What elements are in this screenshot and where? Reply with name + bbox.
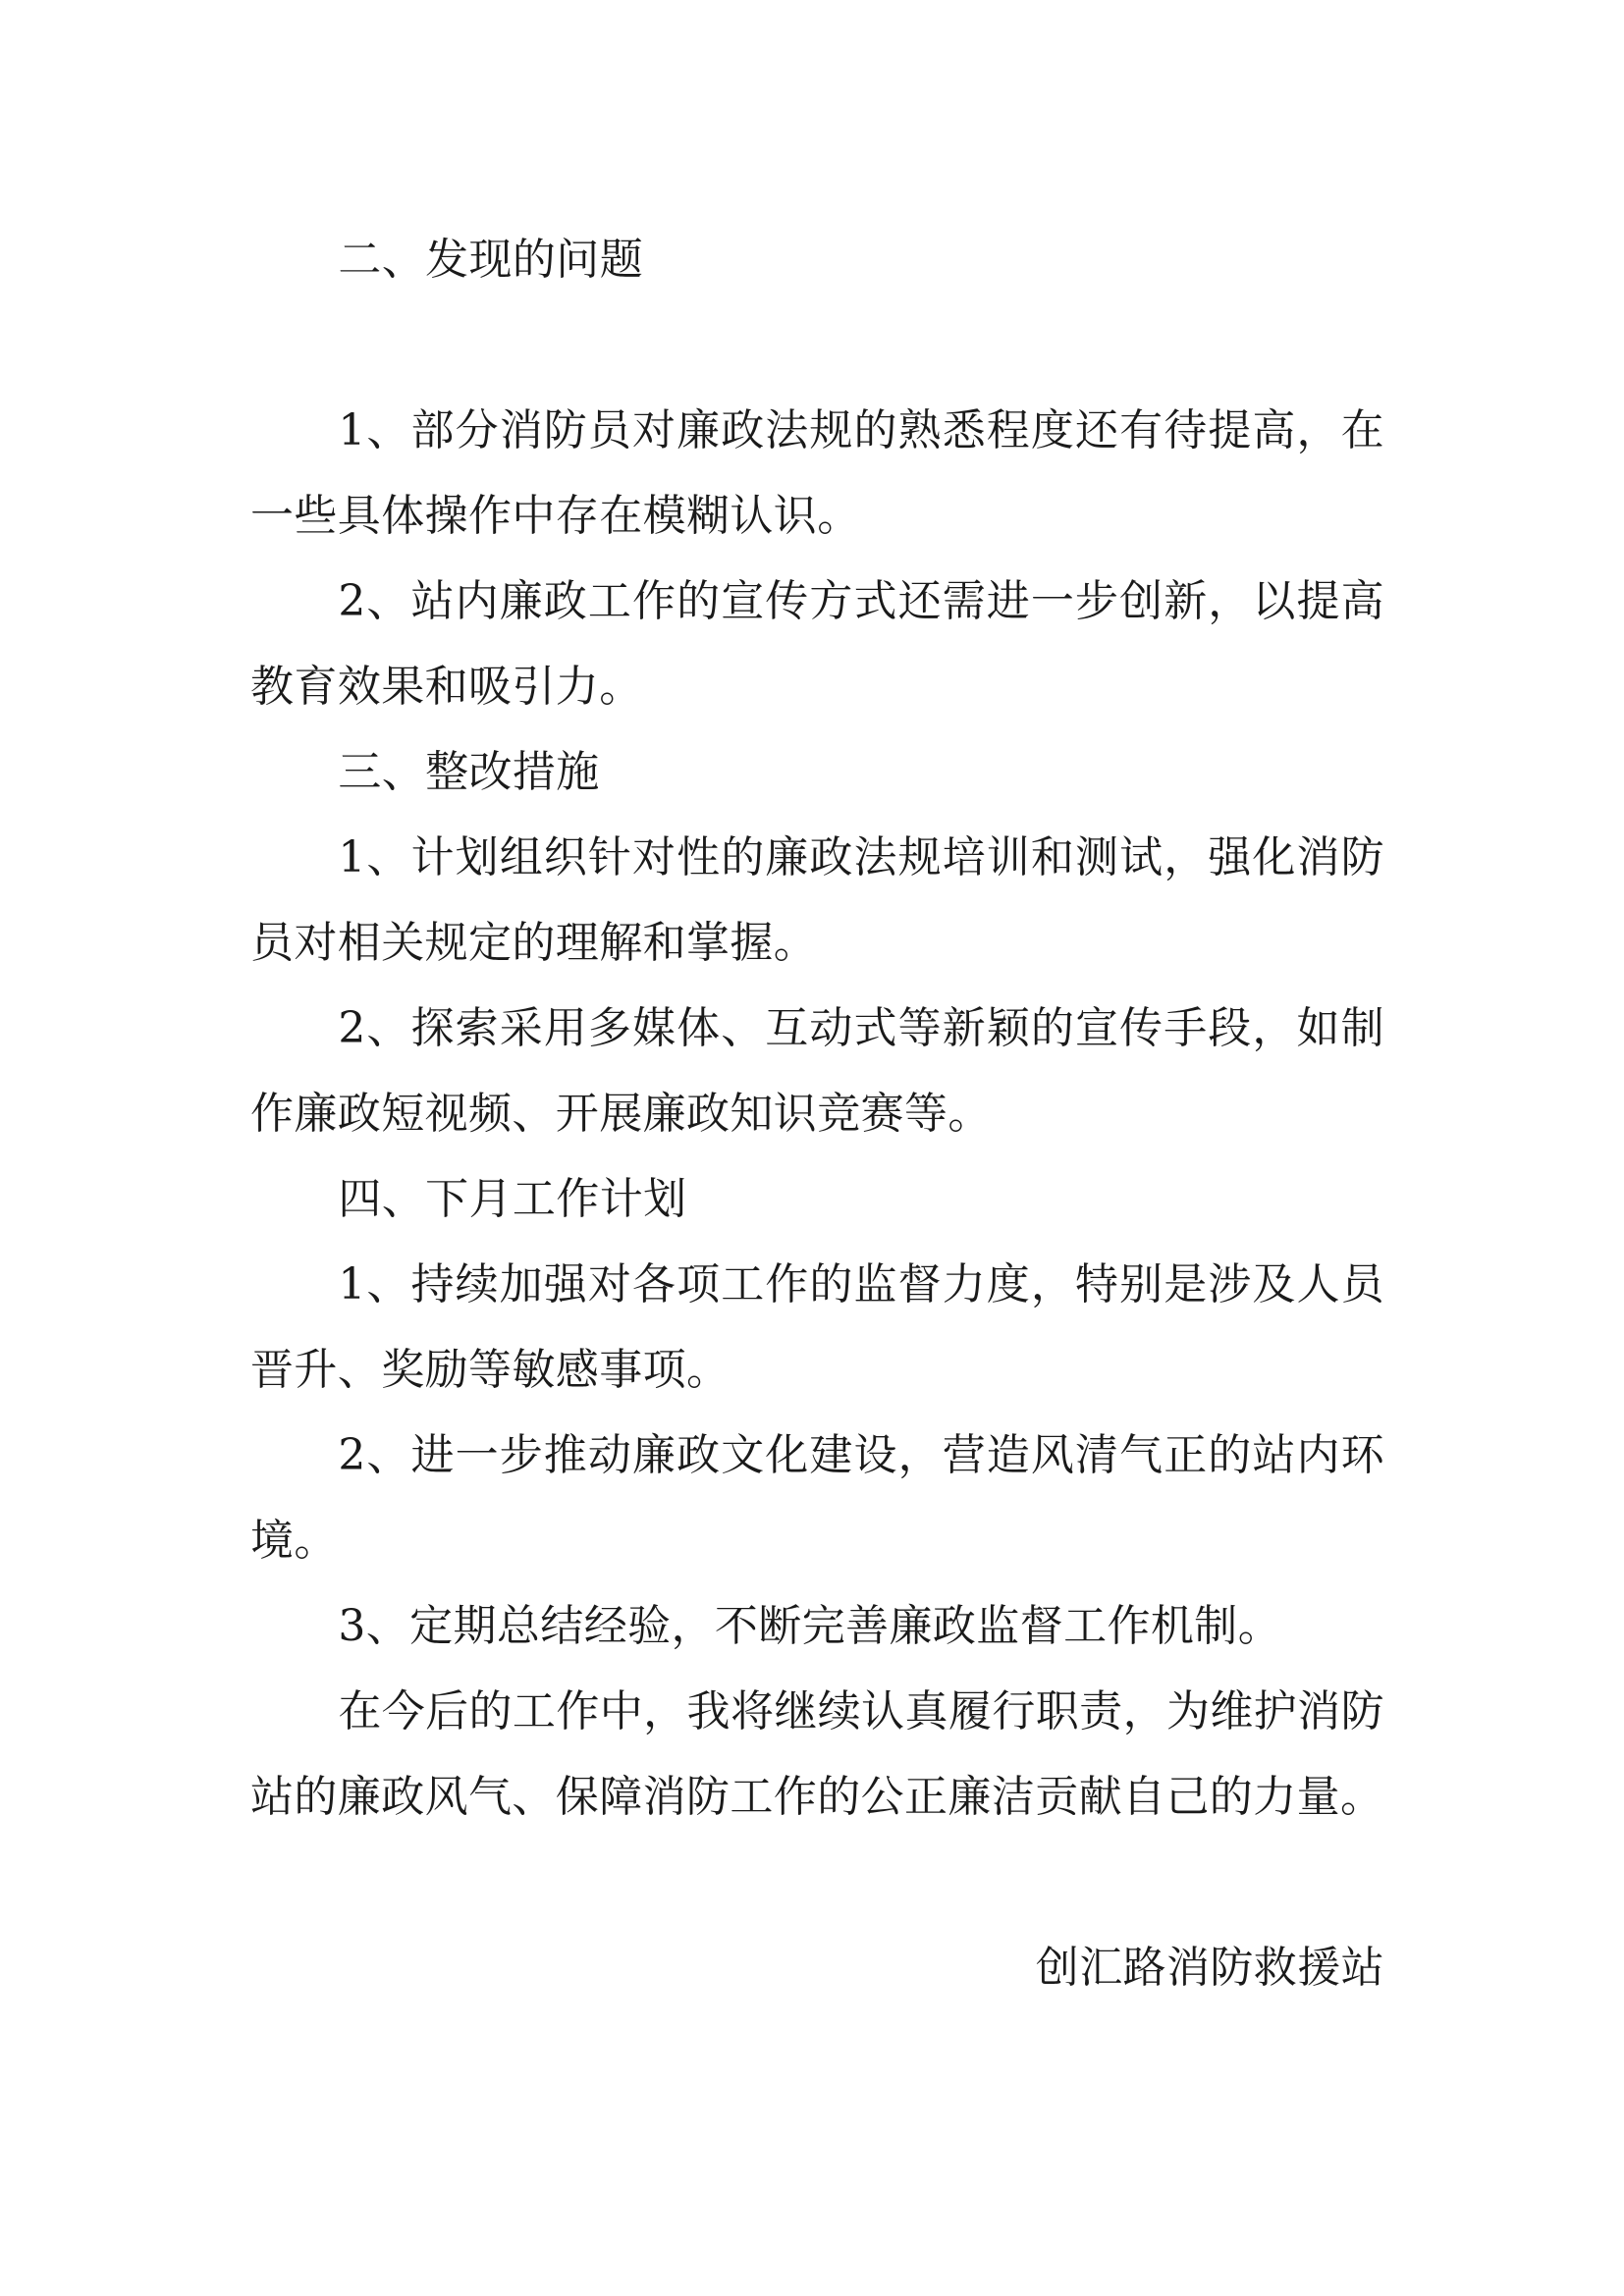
spacer bbox=[250, 302, 1384, 388]
measure-item-2: 2、探索采用多媒体、互动式等新颖的宣传手段，如制作廉政短视频、开展廉政知识竞赛等。 bbox=[250, 1003, 1384, 1139]
section-heading-measures: 三、整改措施 bbox=[338, 747, 600, 797]
measure-item-1: 1、计划组织针对性的廉政法规培训和测试，强化消防员对相关规定的理解和掌握。 bbox=[250, 832, 1384, 968]
plan-item-1: 1、持续加强对各项工作的监督力度，特别是涉及人员晋升、奖励等敏感事项。 bbox=[250, 1259, 1384, 1395]
document-page bbox=[250, 217, 1384, 2010]
section-heading-plan: 四、下月工作计划 bbox=[338, 1174, 687, 1224]
signature: 创汇路消防救援站 bbox=[1035, 1943, 1384, 1993]
spacer bbox=[250, 1840, 1384, 1925]
plan-item-2: 2、进一步推动廉政文化建设，营造风清气正的站内环境。 bbox=[250, 1430, 1384, 1566]
section-heading-problems: 二、发现的问题 bbox=[338, 235, 644, 285]
problem-item-2: 2、站内廉政工作的宣传方式还需进一步创新，以提高教育效果和吸引力。 bbox=[250, 576, 1384, 712]
problem-item-1: 1、部分消防员对廉政法规的熟悉程度还有待提高，在一些具体操作中存在模糊认识。 bbox=[250, 405, 1384, 541]
plan-item-3: 3、定期总结经验，不断完善廉政监督工作机制。 bbox=[338, 1601, 1282, 1651]
closing-paragraph: 在今后的工作中，我将继续认真履行职责，为维护消防站的廉政风气、保障消防工作的公正廉洁贡献自己的力量。 bbox=[250, 1686, 1384, 1822]
